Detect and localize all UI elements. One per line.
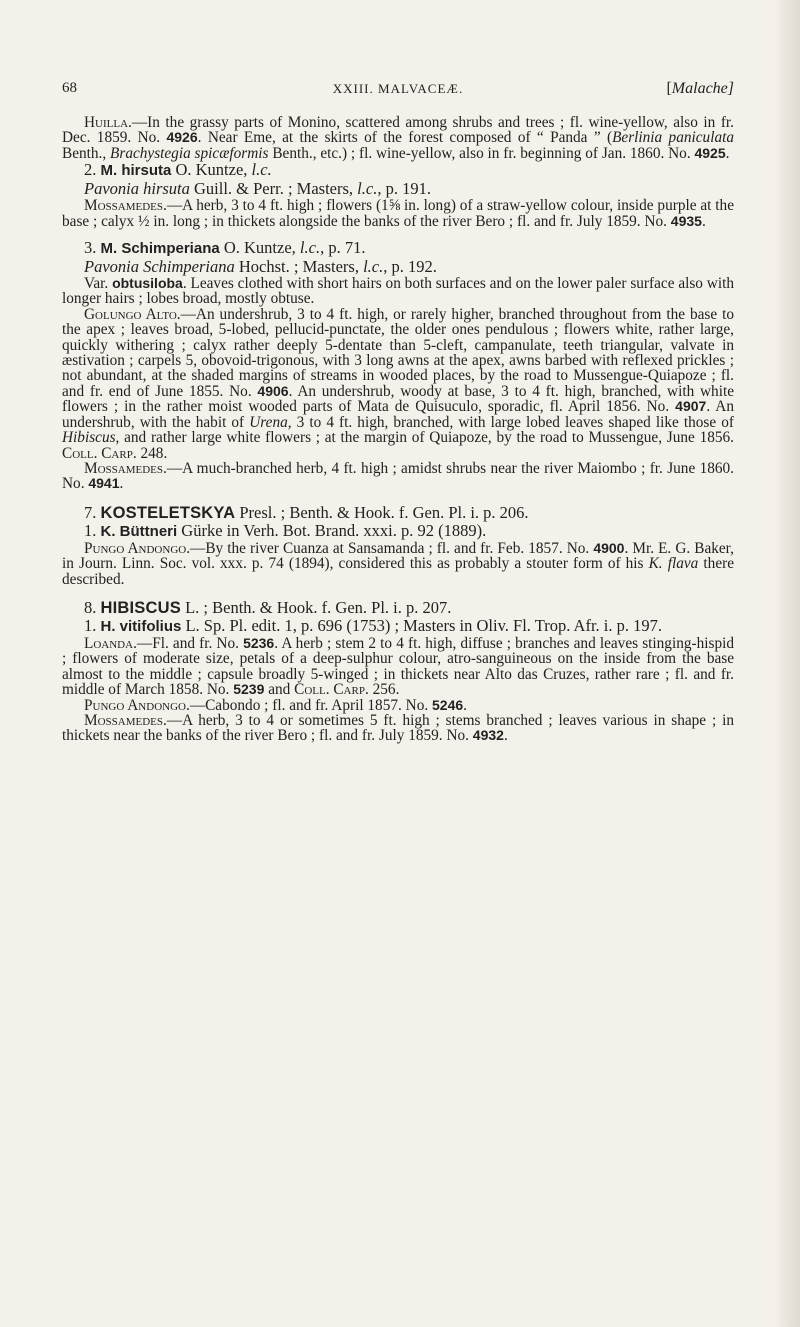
paragraph-mossamedes-3: Mossamedes.—A herb, 3 to 4 or sometimes 5 ft. high ; stems branched ; leaves various in shape ; in thickets near the banks of the river Bero ; fl. and fr. July 1859. No. 4932. [62,711,734,745]
paragraph-pungo-andongo-2: Pungo Andongo.—Cabondo ; fl. and fr. April 1857. No. 5246. [84,696,467,714]
paragraph-pungo-andongo-1: Pungo Andongo.—By the river Cuanza at Sansamanda ; fl. and fr. Feb. 1857. No. 4900. Mr. E. G. Baker, in Journ. Linn. Soc. vol. xxx. p. 74 (1894), considered this as probably a stouter form of his K. flava there described. [62,539,734,588]
species-heading-hirsuta: 2. M. hirsuta O. Kuntze, l.c. [84,160,272,180]
paragraph-mossamedes-1: Mossamedes.—A herb, 3 to 4 ft. high ; flowers (1⅝ in. long) of a straw-yellow colour, inside purple at the base ; calyx ½ in. long ; in thickets alongside the banks of the river Bero ; fl. and fr. July 1859. No. 4935. [62,197,734,230]
species-heading-buttneri: 1. K. Büttneri Gürke in Verh. Bot. Brand. xxxi. p. 92 (1889). [84,520,487,540]
synonym-hirsuta: Pavonia hirsuta Guill. & Perr. ; Masters, l.c., p. 191. [84,179,431,199]
page-number: 68 [62,80,77,96]
running-header [62,80,734,104]
running-title: XXIII. MALVACEÆ. [332,81,464,96]
species-heading-vitifolius: 1. H. vitifolius L. Sp. Pl. edit. 1, p. 696 (1753) ; Masters in Oliv. Fl. Trop. Afr. i. p. 197. [84,615,663,635]
paragraph-golungo-alto: Golungo Alto.—An undershrub, 3 to 4 ft. high, or rarely higher, branched throughout from the base to the apex ; leaves broad, 5-lobed, pellucid-punctate, the older ones pendulous ; flowers white, rather large, quickly withering ; calyx rather deeply 5-dentate than 5-cleft, campanulate, teeth triangular, valvate in æstivation ; carpels 5, obovoid-trigonous, with 3 long awns at the apex, awns barbed with reflexed prickles ; not abundant, at the shaded margins of streams in wooded places, by the road to Mussengue-Quiapoze ; fl. and fr. end of June 1855. No. 4906. An undershrub, woody at base, 3 to 4 ft. high, branched, with white flowers ; in the rather moist wooded parts of Mata de Quisuculo, sporadic, fl. April 1856. No. 4907. An undershrub, with the habit of Urena, 3 to 4 ft. high, branched, with large lobed leaves shaped like those of Hibiscus, and rather large white flowers ; at the margin of Quiapoze, by the road to Mussengue, June 1856. Coll. Carp. 248. [62,305,734,462]
paragraph-huilla: Huilla.—In the grassy parts of Monino, scattered among shrubs and trees ; fl. wine-yellow, also in fr. Dec. 1859. No. 4926. Near Eme, at the skirts of the forest composed of “ Panda ” (Berlinia paniculata Benth., Brachystegia spicæformis Benth., etc.) ; fl. wine-yellow, also in fr. beginning of Jan. 1860. No. 4925. [62,114,734,162]
species-heading-schimperiana: 3. M. Schimperiana O. Kuntze, l.c., p. 71. [84,238,366,258]
genus-heading-hibiscus: 8. HIBISCUS L. ; Benth. & Hook. f. Gen. Pl. i. p. 207. [84,597,452,617]
paragraph-loanda: Loanda.—Fl. and fr. No. 5236. A herb ; stem 2 to 4 ft. high, diffuse ; branches and leaves stinging-hispid ; flowers of moderate size, petals of a deep-sulphur colour, atro-sanguineous on the inside from the base almost to the middle ; capsule broadly 5-winged ; in thickets near Alto das Cruzes, rather rare ; fl. and fr. middle of March 1858. No. 5239 and Coll. Carp. 256. [62,634,734,699]
genus-heading-kosteletskya: 7. KOSTELETSKYA Presl. ; Benth. & Hook. f. Gen. Pl. i. p. 206. [84,502,529,522]
page-body [62,115,734,744]
paragraph-mossamedes-2: Mossamedes.—A much-branched herb, 4 ft. high ; amidst shrubs near the river Maiombo ; fr. June 1860. No. 4941. [62,459,734,493]
page-edge-shadow [774,0,800,1327]
synonym-schimperiana: Pavonia Schimperiana Hochst. ; Masters, l.c., p. 192. [84,257,437,277]
variety-obtusiloba: Var. obtusiloba. Leaves clothed with short hairs on both surfaces and on the lower paler surface also with longer hairs ; lobes broad, mostly obtuse. [62,275,734,308]
running-genus: [ Malache] [666,80,734,98]
